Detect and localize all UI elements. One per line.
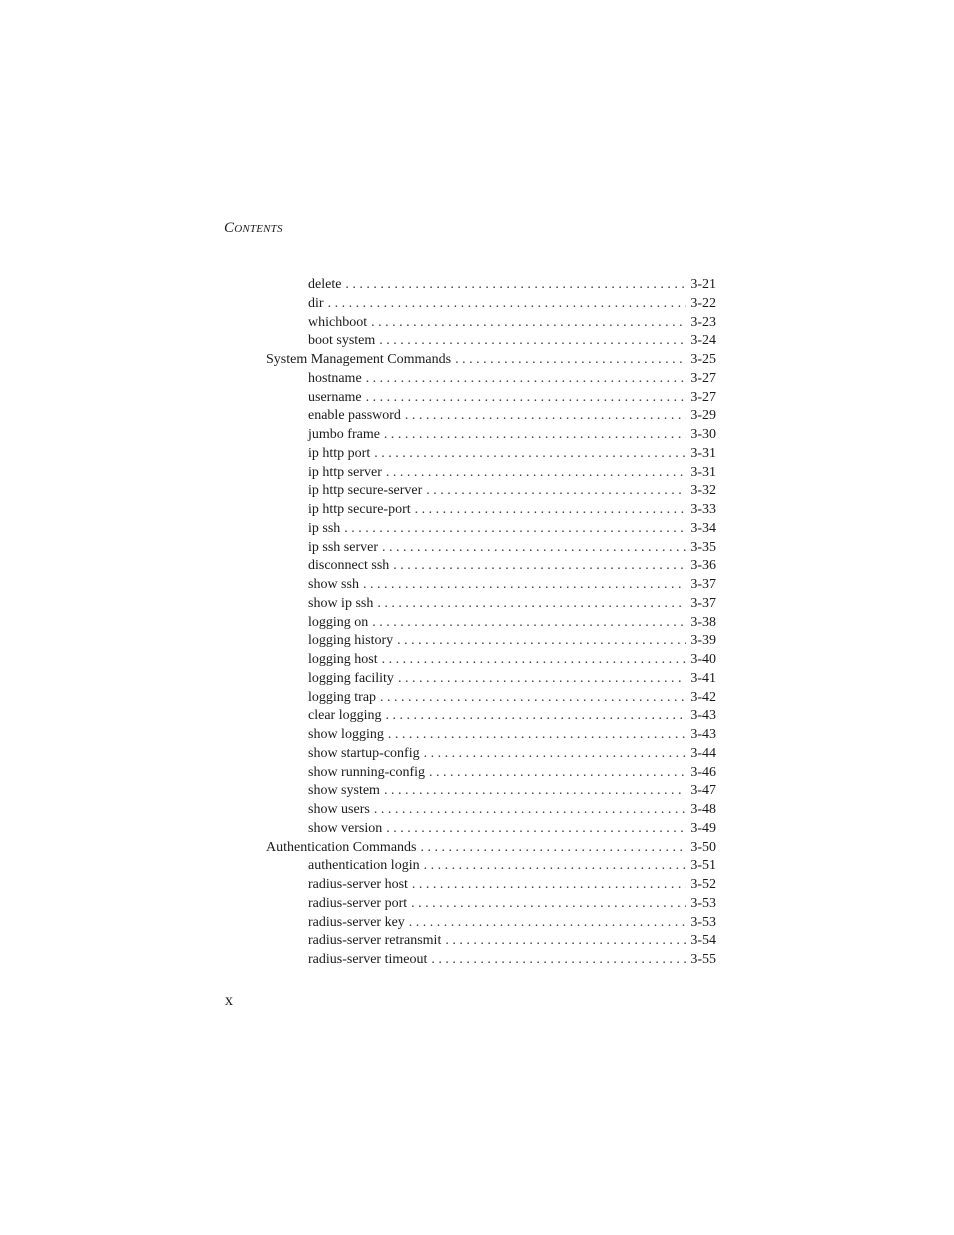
toc-entry-page: 3-41 (690, 670, 716, 686)
toc-entry-label: disconnect ssh (308, 558, 390, 574)
toc-entry-label: show ssh (308, 577, 359, 592)
toc-entry-label: jumbo frame (308, 427, 380, 442)
toc-dot-leader (366, 369, 687, 388)
toc-entry-label: show running-config (308, 764, 426, 780)
toc-entry[interactable] (308, 444, 716, 463)
toc-entry-label: clear logging (308, 708, 382, 724)
toc-entry-page: 3-29 (690, 408, 716, 424)
toc-dot-leader (409, 913, 687, 932)
toc-entry[interactable] (308, 800, 716, 819)
toc-entry[interactable] (308, 856, 716, 875)
toc-entry-page: 3-43 (690, 708, 716, 724)
toc-dot-leader (328, 294, 687, 313)
toc-entry-page: 3-40 (690, 652, 716, 667)
toc-dot-leader (345, 275, 686, 294)
toc-entry[interactable] (308, 725, 716, 744)
toc-entry-label: show logging (308, 727, 384, 742)
toc-entry-label: delete (308, 277, 342, 292)
toc-entry-page: 3-39 (690, 633, 716, 649)
toc-dot-leader (377, 594, 686, 613)
toc-dot-leader (374, 800, 686, 819)
toc-dot-leader (380, 688, 686, 707)
toc-dot-leader (455, 350, 686, 369)
toc-entry-page: 3-33 (690, 502, 716, 517)
toc-entry-page: 3-51 (690, 858, 716, 874)
toc-dot-leader (398, 669, 686, 688)
toc-entry-page: 3-21 (690, 277, 716, 292)
toc-entry-page: 3-53 (690, 895, 716, 911)
toc-entry[interactable] (308, 688, 716, 707)
toc-entry-label: radius-server key (308, 914, 405, 930)
toc-entry-label: show version (308, 820, 383, 836)
toc-entry[interactable] (308, 594, 716, 613)
toc-dot-leader (424, 856, 687, 875)
running-head: Contents (224, 220, 283, 236)
toc-entry-label: radius-server port (308, 895, 408, 911)
toc-entry-label: whichboot (308, 314, 368, 330)
toc-entry[interactable] (308, 538, 716, 557)
toc-entry-label: logging facility (308, 670, 394, 686)
toc-dot-leader (385, 706, 686, 725)
toc-entry-page: 3-23 (690, 314, 716, 330)
toc-dot-leader (393, 556, 686, 575)
toc-entry-page: 3-31 (690, 464, 716, 480)
toc-entry[interactable] (308, 331, 716, 350)
toc-entry-label: logging host (308, 652, 378, 667)
toc-entry-label: show startup-config (308, 745, 420, 761)
toc-entry-page: 3-42 (690, 689, 716, 705)
toc-entry[interactable] (308, 650, 716, 669)
toc-dot-leader (344, 519, 686, 538)
toc-entry[interactable] (308, 575, 716, 594)
toc-entry[interactable] (308, 950, 716, 969)
toc-entry-page: 3-30 (690, 427, 716, 442)
toc-dot-leader (415, 500, 687, 519)
toc-entry-label: ip ssh server (308, 539, 378, 555)
toc-entry-page: 3-22 (690, 295, 716, 311)
toc-entry-page: 3-50 (690, 839, 716, 855)
toc-entry-page: 3-53 (690, 914, 716, 930)
toc-entry-label: Authentication Commands (266, 839, 417, 855)
toc-entry-label: ip http server (308, 464, 382, 480)
toc-entry[interactable] (308, 500, 716, 519)
toc-dot-leader (384, 425, 686, 444)
toc-section-entry[interactable] (266, 350, 716, 369)
toc-entry-page: 3-43 (690, 727, 716, 742)
toc-entry-label: username (308, 389, 362, 405)
toc-entry-page: 3-52 (690, 877, 716, 892)
toc-entry[interactable] (308, 894, 716, 913)
toc-dot-leader (412, 875, 686, 894)
toc-entry-page: 3-47 (690, 783, 716, 799)
toc-entry[interactable] (308, 294, 716, 313)
toc-entry[interactable] (308, 744, 716, 763)
toc-dot-leader (366, 388, 687, 407)
toc-dot-leader (420, 838, 686, 857)
toc-dot-leader (397, 631, 686, 650)
toc-entry-label: radius-server timeout (308, 952, 428, 967)
toc-entry-page: 3-49 (690, 820, 716, 836)
toc-entry-page: 3-54 (690, 933, 716, 949)
toc-entry[interactable] (308, 669, 716, 688)
toc-dot-leader (411, 894, 686, 913)
toc-dot-leader (431, 950, 686, 969)
toc-entry-page: 3-27 (690, 389, 716, 405)
toc-entry-label: show ip ssh (308, 595, 374, 611)
toc-dot-leader (405, 406, 686, 425)
toc-dot-leader (424, 744, 687, 763)
toc-section-entry[interactable] (266, 838, 716, 857)
toc-entry[interactable] (308, 425, 716, 444)
toc-entry-label: ip http secure-port (308, 502, 411, 517)
toc-entry-page: 3-44 (690, 745, 716, 761)
toc-entry-page: 3-48 (690, 802, 716, 817)
toc-entry-label: ip http port (308, 445, 371, 461)
toc-entry-page: 3-37 (690, 577, 716, 592)
toc-entry[interactable] (308, 463, 716, 482)
toc-entry-label: show system (308, 783, 380, 799)
toc-entry-label: dir (308, 295, 324, 311)
toc-entry[interactable] (308, 931, 716, 950)
toc-entry-page: 3-24 (690, 333, 716, 349)
toc-entry[interactable] (308, 369, 716, 388)
toc-entry[interactable] (308, 519, 716, 538)
toc-entry[interactable] (308, 706, 716, 725)
toc-entry-label: logging history (308, 633, 394, 649)
toc-dot-leader (429, 763, 686, 782)
toc-entry-label: logging on (308, 614, 369, 630)
toc-entry-page: 3-32 (690, 483, 716, 499)
toc-entry[interactable] (308, 481, 716, 500)
toc-entry-page: 3-35 (690, 539, 716, 555)
toc-dot-leader (386, 819, 686, 838)
toc-entry[interactable] (308, 875, 716, 894)
toc-entry-page: 3-46 (690, 764, 716, 780)
toc-entry[interactable] (308, 763, 716, 782)
toc-entry[interactable] (308, 275, 716, 294)
page-number: x (225, 992, 233, 1009)
toc-entry[interactable] (308, 913, 716, 932)
toc-entry[interactable] (308, 388, 716, 407)
toc-entry-label: boot system (308, 333, 376, 349)
toc-dot-leader (374, 444, 686, 463)
toc-dot-leader (382, 538, 686, 557)
toc-entry-page: 3-38 (690, 614, 716, 630)
toc-dot-leader (445, 931, 686, 950)
toc-dot-leader (386, 463, 686, 482)
toc-entry-label: show users (308, 802, 370, 817)
toc-dot-leader (388, 725, 686, 744)
toc-entry-page: 3-25 (690, 352, 716, 367)
toc-entry-page: 3-27 (690, 370, 716, 386)
toc-entry[interactable] (308, 613, 716, 632)
toc-dot-leader (379, 331, 686, 350)
toc-entry-page: 3-36 (690, 558, 716, 574)
toc-entry[interactable] (308, 313, 716, 332)
toc-dot-leader (371, 313, 686, 332)
toc-entry-page: 3-31 (690, 445, 716, 461)
toc-entry-label: System Management Commands (266, 352, 452, 367)
toc-entry[interactable] (308, 781, 716, 800)
toc-dot-leader (384, 781, 686, 800)
toc-entry[interactable] (308, 631, 716, 650)
toc-entry-label: logging trap (308, 689, 377, 705)
toc-entry-page: 3-37 (690, 595, 716, 611)
toc-dot-leader (382, 650, 687, 669)
toc-entry-label: hostname (308, 370, 362, 386)
toc-entry-label: enable password (308, 408, 401, 424)
toc-entry-label: ip ssh (308, 520, 341, 536)
toc-entry-label: radius-server host (308, 877, 408, 892)
toc-entry-page: 3-34 (690, 520, 716, 536)
toc-dot-leader (363, 575, 686, 594)
toc-entry[interactable] (308, 819, 716, 838)
toc-dot-leader (426, 481, 686, 500)
toc-entry-label: ip http secure-server (308, 483, 423, 499)
toc-entry[interactable] (308, 556, 716, 575)
toc-entry-label: authentication login (308, 858, 420, 874)
toc-entry[interactable] (308, 406, 716, 425)
toc-entry-page: 3-55 (690, 952, 716, 967)
toc-entry-label: radius-server retransmit (308, 933, 442, 949)
toc-dot-leader (372, 613, 686, 632)
